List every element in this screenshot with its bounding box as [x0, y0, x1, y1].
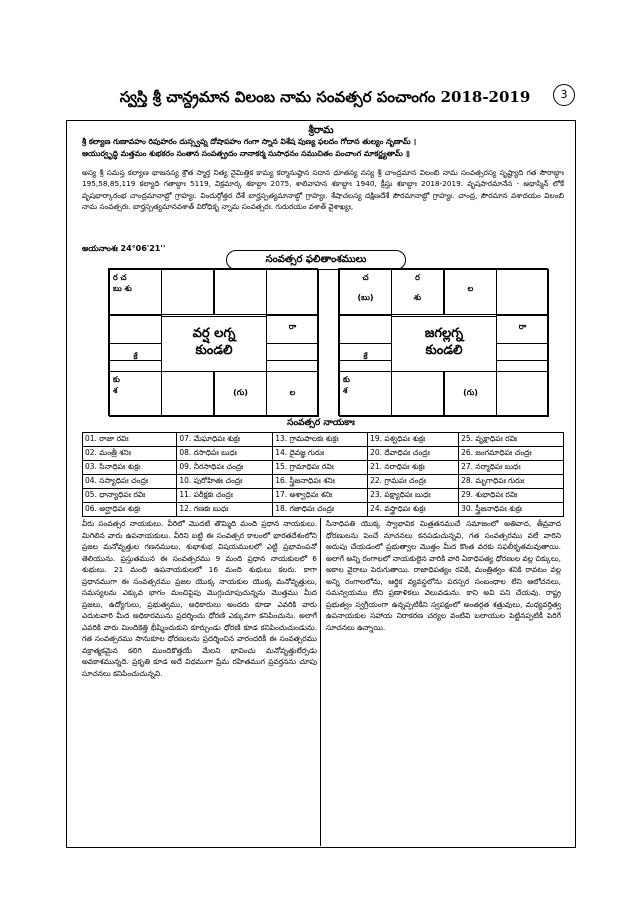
- leader-cell: 05. ధాన్యాధిపః రవిః: [83, 489, 177, 503]
- chart-cell: [496, 269, 549, 315]
- chart-cell: రా: [266, 315, 319, 361]
- blessing-verse: [82, 136, 564, 159]
- chart-center-title: జగల్లగ్న: [424, 326, 464, 341]
- chart-cell: [161, 269, 214, 315]
- leader-cell: 23. పక్ష్యాధిపః బుధః: [368, 489, 459, 503]
- chart-cell: చ (బు): [339, 269, 392, 315]
- table-row: [83, 503, 564, 517]
- leader-cell: 30. స్త్రీజనాధిపః శుక్రః: [459, 503, 564, 517]
- table-row: [83, 461, 564, 475]
- leader-cell: 12. గణకః బుధః: [177, 503, 273, 517]
- leader-cell: 03. సేనాధిపః శుక్రః: [83, 461, 177, 475]
- page-title: స్వస్తి శ్రీ చాన్ద్రమాన విలంబ నామ సంవత్సర పంచాంగం 2018-2019: [119, 88, 531, 106]
- leader-cell: 15. గ్రామాధిపః రవిః: [273, 461, 368, 475]
- table-row: [83, 489, 564, 503]
- jagal-lagna-chart: [338, 268, 548, 416]
- leader-cell: 14. దైవజ్ఞ గురుః: [273, 447, 368, 461]
- chart-center: [161, 316, 267, 372]
- chart-cell: [496, 343, 549, 372]
- blessing-line-1: శ్రీ కల్యాణ గుణావహం రిపుహరం దుస్స్వప్న దోషాపహం గంగా స్నాన విశేష పుణ్య ఫలదం గోదాన తుల్యం నృణామ్ ।: [82, 137, 417, 146]
- leader-cell: 13. గ్రామపాలకః శుక్రః: [273, 433, 368, 447]
- leader-cell: 04. సస్యాధిపః చంద్రః: [83, 475, 177, 489]
- chart-cell: [266, 269, 319, 315]
- table-row: [83, 433, 564, 447]
- chart-center: [391, 316, 497, 372]
- chart-cell: రా: [496, 315, 549, 361]
- leader-cell: 27. నర్మాధిపః బుధః: [459, 461, 564, 475]
- leader-cell: 06. అర్ఘాధిపః శుక్రః: [83, 503, 177, 517]
- leader-cell: 25. వృక్షాధిపః రవిః: [459, 433, 564, 447]
- leader-cell: 02. మంత్రీ శనిః: [83, 447, 177, 461]
- chart-center-subtitle: కుండలి: [195, 343, 233, 358]
- leaders-heading: సంవత్సర నాయకాః: [287, 418, 355, 428]
- chart-cell: [214, 269, 267, 315]
- leader-cell: 07. మేఘాధిపః శుక్రః: [177, 433, 273, 447]
- intro-paragraph: అస్య శ్రీ సమస్త కల్యాణ భాజనస్య శ్రౌత స్మార్త నిత్య నైమిత్తిక కామ్య కర్మానుష్ఠాన సదాన ధూతస్య నస్య శ్రీ చాంద్రమాన విలంబి నామ సంవత్సరస్య సృష్ట్యాది గత సౌరాబ్దాః 195,58,85,119 కల్యాది గతాబ్దాః 5119, విక్రమార్క శకాబ్దాః 2075, శాలివాహన శకాబ్దాః 1940, క్రీస్తు శకాబ్దాః 2018-2019. వృషపారమానేన - అథాస్మిన్ లోకే వృషభార్కారంభ చాంద్రమానాబ్దో గ్రాహ్యః. విందుర్గోత్తర దేశే బార్హస్పత్యమానాబ్దో గ్రాహ్యః. శేషాచలస్య దక్షిణదేశే సౌరమానాబ్దో గ్రాహ్యః. చాంద్ర, సౌరమాన వశాదయం విలంబి నామ సంవత్సరః. బార్హస్పత్యమానవశాత్ విరోధికృ న్నామ సంవత్సరః. గురురయం వశాత్ వైశాఖ్యః,: [82, 168, 564, 211]
- leader-cell: 21. నరాధిపః శుక్రః: [368, 461, 459, 475]
- chart-cell: ల: [444, 269, 497, 315]
- leader-cell: 24. వస్త్రాధిపః శుక్రః: [368, 503, 459, 517]
- leader-cell: 28. మృగాధిపః గురుః: [459, 475, 564, 489]
- chart-cell: [266, 343, 319, 372]
- column-divider: [320, 518, 321, 846]
- leader-cell: 08. రసాధిపః బుధః: [177, 447, 273, 461]
- leader-cell: 26. జంగమాధిపః చంద్రః: [459, 447, 564, 461]
- chart-cell: [496, 371, 549, 417]
- chart-center-subtitle: కుండలి: [425, 343, 463, 358]
- table-row: [83, 475, 564, 489]
- chart-cell: కే: [339, 343, 392, 372]
- leader-cell: 20. దేవాధిపః చంద్రః: [368, 447, 459, 461]
- blessing-line-2: ఆయుర్వృద్ధి మత్తమం శుభకరం సంతాన సంపత్ప్రదం నానాకర్మ సుసాధనం సముచితం పంచాంగ మాకర్ణ్యతామ్ ॥: [82, 148, 410, 158]
- body-text-right: సేనాధిపతి యొక్క స్వాభావిక మిత్రతనముచే సమాజంలో అతివాద, తీవ్రవాద ధోరణులను పెంచే నూచనలు కనపడుచున్నవి, గత సంవత్సరము వలే వారిని అదుపు చేయడంలో ప్రభుత్వాల మొత్తం మీద కొంత వరకు సఫలీకృతమవుతాయి. అలాగే అన్ని రంగాలలో నాయకులైన వారికి వారి ఏకాధిపత్య ధోరణుల వల్ల చిక్కులు, అకాల వైరాలు పెరుగుతాయి. రాజాధిపత్యం రవికి, మంత్రిత్వం శనికి రావటం వల్ల అన్ని రంగాలలోను, ఆర్థిక వ్యవస్థలోను పరస్పర సంబంధాల లేని ఆలోచనలు, సమన్వయము లేని ప్రణాళికలు వెలువడును. కాని అవి పని చేయవు. రాష్ట్ర ప్రభుత్వం స్వగ్రీయంగా ఉన్నప్పటికీని స్వపక్షంలో అంతర్గత శత్రువులు, మధ్యవర్తిత్వ ఉపనాయకుల సహాయ నిరాకరణ చర్యల వంటివి బలాయుల పెట్టినప్పటికీ పెరిగే సూచనలు ఉన్నాయి.: [326, 519, 561, 632]
- leaders-table: [82, 432, 564, 517]
- chart-cell: కు శ: [339, 371, 392, 417]
- leader-cell: 16. స్త్రీజనాధిపః శనిః: [273, 475, 368, 489]
- leader-cell: 09. నీరసాధిపః చంద్రః: [177, 461, 273, 475]
- body-text-left: వీరు సంవత్సర నాయకులు. వీరిలో మొదటి తొమ్మిది మంది ప్రధాన నాయకులు. మిగిలిన వారు ఉపనాయకులు. వీరిని బట్టి ఈ సంవత్సర కాలంలో భారతదేశంలోని ప్రజల మనోవృత్తుల గణనములు, శుభాశుభ విషయములలో ఎట్టి ప్రభావంపనో తెలియును. ప్రస్తుతమున ఈ సంవత్సరము 9 మంది ప్రధాన నాయకులలో 6 శుభులు. 21 మంది ఉపనాయకులలో 16 మంది శుభులు కలరు. కాగా ప్రధానముగా ఈ సంవత్సరము ప్రజల యొక్క నాయకుల యొక్క మనోవృత్తులు, సమస్యలను ఎక్కువ భాగం మంచిపైపు మొగ్గుచూపుచున్నను మొత్తము మీద ప్రజలు, ఉద్యోగులు, ప్రభుత్వము, అధికారులు అందరు కూడా ఎవరికి వారు ఎదుటవారి మీద అధికారమును ప్రదర్శించు ధోరణి ఎక్కువగా కనిపించును. అలాగే ఎవరికి వారు మిందికెత్తి భీష్మించుకుని కూర్చుండు ధోరణి కూడ కనిపించుచుండును. గత సంవత్సరము సానుకూల ధోరణులను ప్రదర్శించిన వారందరికీ ఈ సంవత్సరము వక్రాత్మకమైన కలిగి ముందికొత్తయే మేలని భావించు మనోవృత్తులేర్పడు అవకాశమున్నది. ప్రకృతి కూడ అదే విధముగా ప్రేమ రహితముగ ప్రవర్తనను చూపు సూచనలు కనిపించుచున్నవి.: [82, 519, 317, 678]
- leader-cell: 11. పరీక్షకః చంద్రః: [177, 489, 273, 503]
- sri-rama-heading: శ్రీరామ: [308, 125, 334, 136]
- leader-cell: 18. గజాధిపః చంద్రః: [273, 503, 368, 517]
- chart-cell: ర శు: [391, 269, 444, 315]
- varsha-lagna-chart: [108, 268, 318, 416]
- chart-cell: (గు): [444, 371, 497, 417]
- page-number: 3: [553, 84, 575, 106]
- table-row: [83, 447, 564, 461]
- chart-cell: [391, 371, 444, 417]
- leader-cell: 01. రాజా రవిః: [83, 433, 177, 447]
- chart-cell: (గు): [214, 371, 267, 417]
- chart-cell: ల: [266, 371, 319, 417]
- chart-cell: ర చ బు శు: [109, 269, 162, 315]
- chart-center-title: వర్ష లగ్న: [192, 326, 236, 341]
- leader-cell: 29. శుభాధిపః రవిః: [459, 489, 564, 503]
- chart-cell: [161, 371, 214, 417]
- chart-cell: కు శ: [109, 371, 162, 417]
- leader-cell: 19. పశ్వధిపః శుక్రః: [368, 433, 459, 447]
- leader-cell: 17. అశ్వాధిపః శనిః: [273, 489, 368, 503]
- phalitamshamulu-heading: సంవత్సర ఫలితాంశములు: [226, 250, 406, 270]
- leader-cell: 10. పురోహితః చంద్రః: [177, 475, 273, 489]
- ayanamsha: అయనాంశః 24°06'21'': [82, 244, 166, 253]
- leader-cell: 22. గ్రామపః చంద్రః: [368, 475, 459, 489]
- chart-cell: కే: [109, 343, 162, 372]
